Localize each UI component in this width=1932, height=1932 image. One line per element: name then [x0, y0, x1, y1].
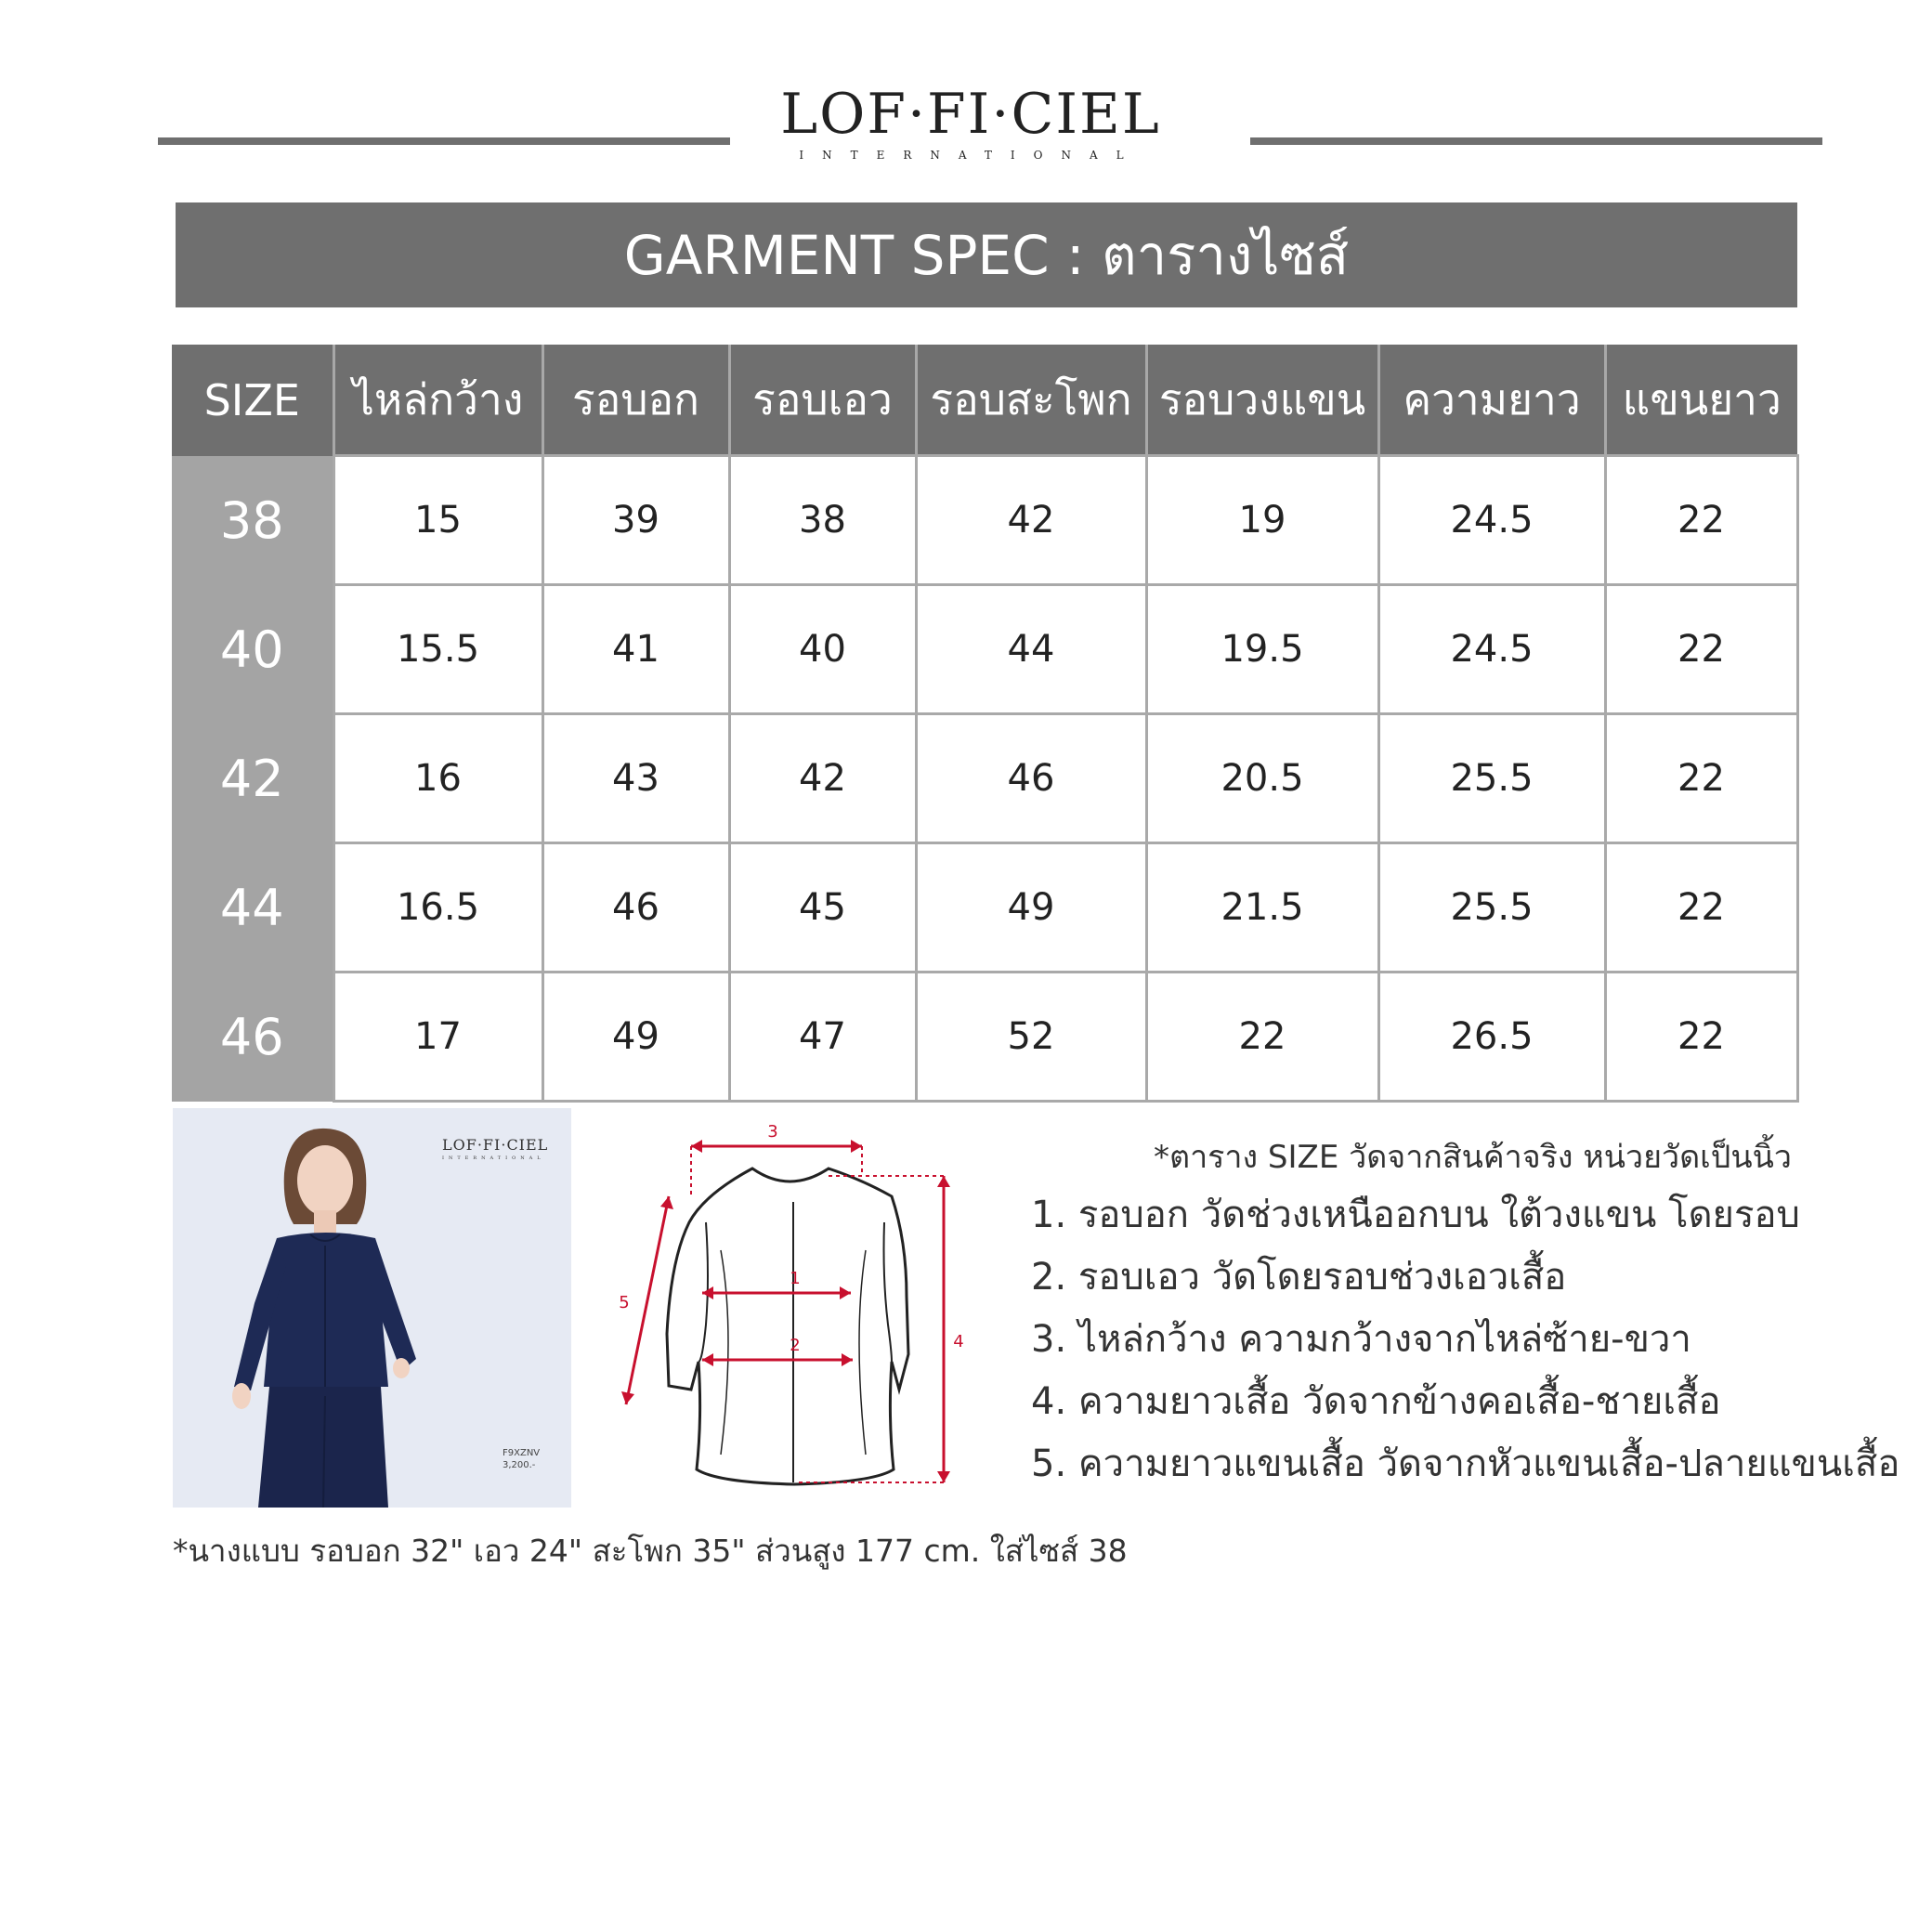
table-cell: 22 — [1605, 585, 1797, 714]
list-item: 1. รอบอก วัดช่วงเหนืออกบน ใต้วงแขน โดยรอบ — [1031, 1194, 1800, 1236]
table-cell: 16 — [333, 714, 542, 843]
label-4: 4 — [953, 1332, 964, 1351]
header-armhole: รอบวงแขน — [1146, 345, 1378, 456]
list-item: 2. รอบเอว วัดโดยรอบช่วงเอวเสื้อ — [1031, 1256, 1567, 1299]
table-cell: 22 — [1605, 714, 1797, 843]
product-code-block — [503, 1447, 540, 1471]
table-cell: 17 — [333, 973, 542, 1102]
measurement-diagram — [613, 1111, 985, 1501]
model-photo — [173, 1108, 571, 1508]
label-3: 3 — [767, 1122, 778, 1142]
table-cell: 44 — [916, 585, 1146, 714]
table-cell: 22 — [1605, 843, 1797, 973]
table-cell: 22 — [1146, 973, 1378, 1102]
table-cell: 49 — [542, 973, 729, 1102]
list-item: 5. ความยาวแขนเสื้อ วัดจากหัวแขนเสื้อ-ปลายแขนเสื้อ — [1031, 1442, 1900, 1485]
photo-brand-logo — [442, 1136, 548, 1161]
table-cell: 41 — [542, 585, 729, 714]
size-cell: 38 — [172, 456, 333, 585]
header-hip: รอบสะโพก — [916, 345, 1146, 456]
header-chest: รอบอก — [542, 345, 729, 456]
waist-arrow — [702, 1353, 853, 1366]
table-cell: 40 — [729, 585, 916, 714]
photo-brand-sub: INTERNATIONAL — [442, 1155, 545, 1161]
table-cell: 49 — [916, 843, 1146, 973]
how-to-measure-list — [1031, 1189, 1899, 1500]
table-cell: 24.5 — [1378, 585, 1605, 714]
table-cell: 21.5 — [1146, 843, 1378, 973]
table-cell: 46 — [542, 843, 729, 973]
table-cell: 19.5 — [1146, 585, 1378, 714]
table-row — [172, 456, 1797, 585]
product-price: 3,200.- — [503, 1460, 536, 1470]
table-row — [172, 585, 1797, 714]
table-cell: 25.5 — [1378, 714, 1605, 843]
header-sleeve: แขนยาว — [1605, 345, 1797, 456]
label-5: 5 — [619, 1293, 630, 1312]
size-cell: 46 — [172, 973, 333, 1102]
size-cell: 42 — [172, 714, 333, 843]
photo-brand-name: LOF·FI·CIEL — [442, 1136, 549, 1154]
label-2: 2 — [790, 1336, 801, 1355]
size-cell: 40 — [172, 585, 333, 714]
table-cell: 24.5 — [1378, 456, 1605, 585]
table-cell: 22 — [1605, 973, 1797, 1102]
table-cell: 45 — [729, 843, 916, 973]
header-size: SIZE — [172, 345, 333, 456]
table-cell: 26.5 — [1378, 973, 1605, 1102]
title-bar — [176, 202, 1797, 307]
length-arrow — [799, 1176, 950, 1482]
table-cell: 38 — [729, 456, 916, 585]
table-cell: 19 — [1146, 456, 1378, 585]
header-divider-left — [158, 137, 730, 145]
model-note: *นางแบบ รอบอก 32" เอว 24" สะโพก 35" ส่วนสูง 177 cm. ใส่ไซส์ 38 — [173, 1533, 1128, 1569]
label-1: 1 — [790, 1269, 801, 1288]
list-item: 3. ไหล่กว้าง ความกว้างจากไหล่ซ้าย-ขวา — [1031, 1318, 1691, 1361]
size-table — [172, 345, 1799, 1103]
chest-arrow — [702, 1286, 851, 1299]
header-waist: รอบเอว — [729, 345, 916, 456]
garment-outline — [667, 1168, 908, 1484]
brand-name: LOF·FI·CIEL — [780, 82, 1161, 147]
table-cell: 39 — [542, 456, 729, 585]
page-title: GARMENT SPEC : ตารางไซส์ — [623, 224, 1350, 287]
table-cell: 20.5 — [1146, 714, 1378, 843]
header-shoulder: ไหล่กว้าง — [333, 345, 542, 456]
table-cell: 42 — [729, 714, 916, 843]
table-cell: 52 — [916, 973, 1146, 1102]
table-header-row — [172, 345, 1797, 456]
table-cell: 15 — [333, 456, 542, 585]
size-cell: 44 — [172, 843, 333, 973]
header-divider-right — [1250, 137, 1822, 145]
shoulder-arrow — [691, 1140, 862, 1194]
table-row — [172, 843, 1797, 973]
table-cell: 47 — [729, 973, 916, 1102]
unit-note: *ตาราง SIZE วัดจากสินค้าจริง หน่วยวัดเป็นนิ้ว — [1154, 1139, 1792, 1176]
table-row — [172, 714, 1797, 843]
table-cell: 16.5 — [333, 843, 542, 973]
table-cell: 15.5 — [333, 585, 542, 714]
table-cell: 43 — [542, 714, 729, 843]
table-row — [172, 973, 1797, 1102]
table-cell: 46 — [916, 714, 1146, 843]
table-cell: 22 — [1605, 456, 1797, 585]
table-cell: 25.5 — [1378, 843, 1605, 973]
product-code: F9XZNV — [503, 1448, 541, 1458]
list-item: 4. ความยาวเสื้อ วัดจากข้างคอเสื้อ-ชายเสื้อ — [1031, 1380, 1721, 1423]
header-length: ความยาว — [1378, 345, 1605, 456]
brand-logo — [762, 82, 1180, 162]
table-cell: 42 — [916, 456, 1146, 585]
brand-tagline: INTERNATIONAL — [799, 149, 1142, 162]
